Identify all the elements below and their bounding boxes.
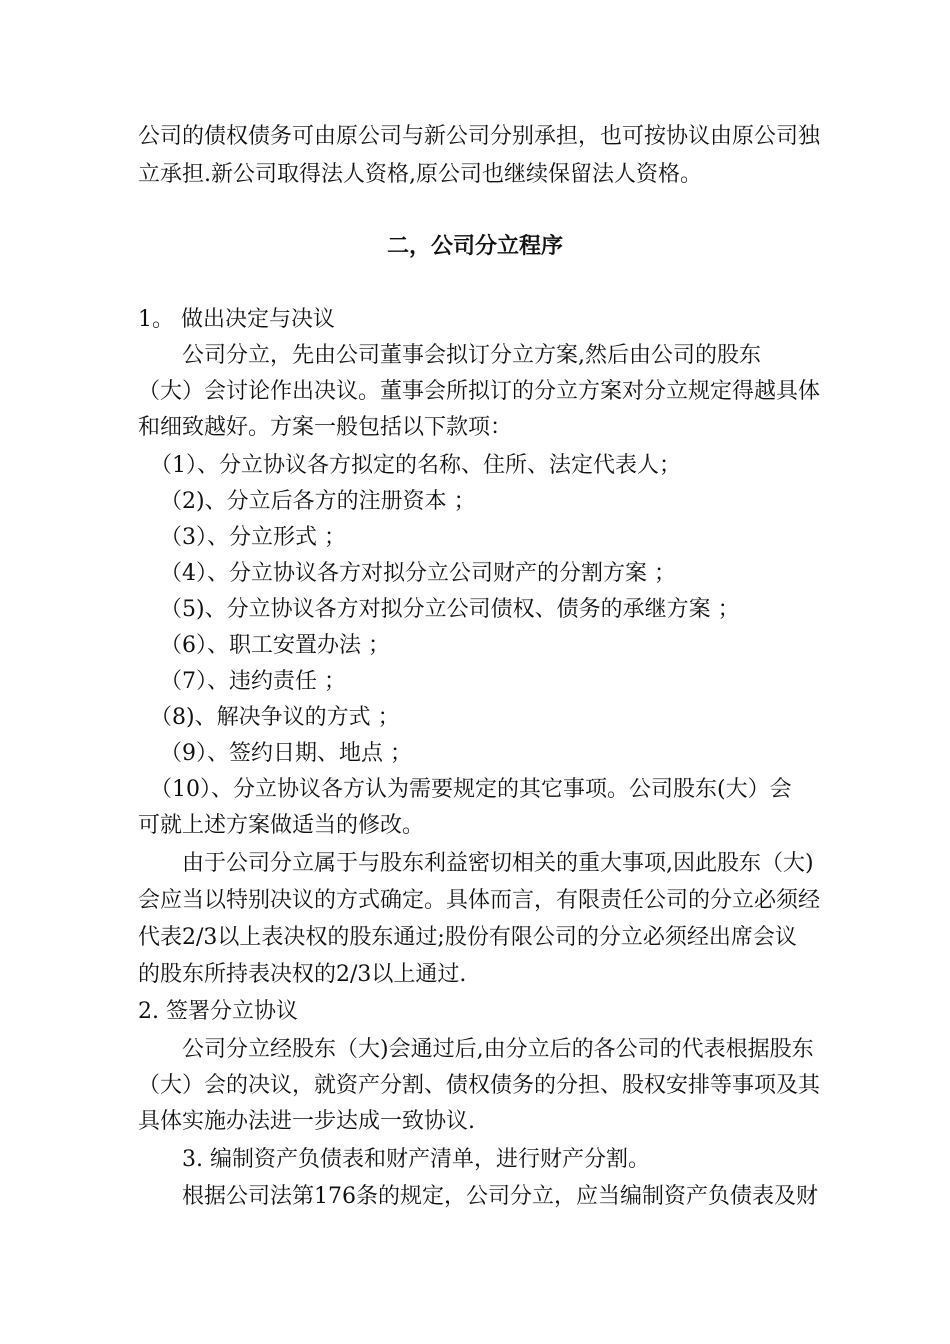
list-item-10-continuation: 可就上述方案做适当的修改。 [138, 813, 425, 838]
step2-title: 2. 签署分立协议 [138, 999, 298, 1024]
step2-para-line-2: （大）会的决议，就资产分割、债权债务的分担、股权安排等事项及其 [138, 1073, 821, 1098]
resolution-line-4: 的股东所持表决权的2/3以上通过. [138, 962, 467, 987]
list-item-8: （8)、解决争议的方式 ； [150, 705, 400, 730]
step1-para-line-2: （大）会讨论作出决议。董事会所拟订的分立方案对分立规定得越具体 [138, 379, 821, 404]
step3-para-line-1: 根据公司法第176条的规定，公司分立，应当编制资产负债表及财 [182, 1184, 818, 1209]
step1-para-line-1: 公司分立，先由公司董事会拟订分立方案,然后由公司的股东 [182, 343, 761, 368]
resolution-line-2: 会应当以特别决议的方式确定。具体而言，有限责任公司的分立必须经 [138, 888, 821, 913]
intro-line-2: 立承担.新公司取得法人资格,原公司也继续保留法人资格。 [138, 162, 702, 187]
step1-para-line-3: 和细致越好。方案一般包括以下款项： [138, 415, 513, 440]
list-item-7: （7）、违约责任 ； [160, 669, 346, 694]
list-item-1: （1）、分立协议各方拟定的名称、住所、法定代表人； [150, 453, 681, 478]
list-item-5: （5)、分立协议各方对拟分立公司债权、债务的承继方案 ； [160, 597, 740, 622]
step3-title: 3. 编制资产负债表和财产清单，进行财产分割。 [182, 1147, 650, 1172]
step2-para-line-1: 公司分立经股东（大)会通过后,由分立后的各公司的代表根据股东 [182, 1037, 814, 1062]
list-item-2: （2)、分立后各方的注册资本 ； [160, 489, 476, 514]
step1-title: 1。 做出决定与决议 [138, 307, 335, 332]
resolution-line-1: 由于公司分立属于与股东利益密切相关的重大事项,因此股东（大) [182, 851, 814, 876]
section-heading: 二，公司分立程序 [386, 234, 563, 259]
list-item-6: （6）、职工安置办法 ； [160, 633, 390, 658]
step2-para-line-3: 具体实施办法进一步达成一致协议. [138, 1109, 475, 1134]
list-item-3: （3）、分立形式 ； [160, 525, 346, 550]
list-item-9: （9）、签约日期、地点 ； [160, 741, 412, 766]
resolution-line-3: 代表2/3以上表决权的股东通过;股份有限公司的分立必须经出席会议 [138, 925, 797, 950]
list-item-10: （10）、分立协议各方认为需要规定的其它事项。公司股东(大）会 [150, 777, 792, 802]
list-item-4: （4）、分立协议各方对拟分立公司财产的分割方案 ； [160, 561, 676, 586]
intro-line-1: 公司的债权债务可由原公司与新公司分别承担，也可按协议由原公司独 [138, 124, 821, 149]
